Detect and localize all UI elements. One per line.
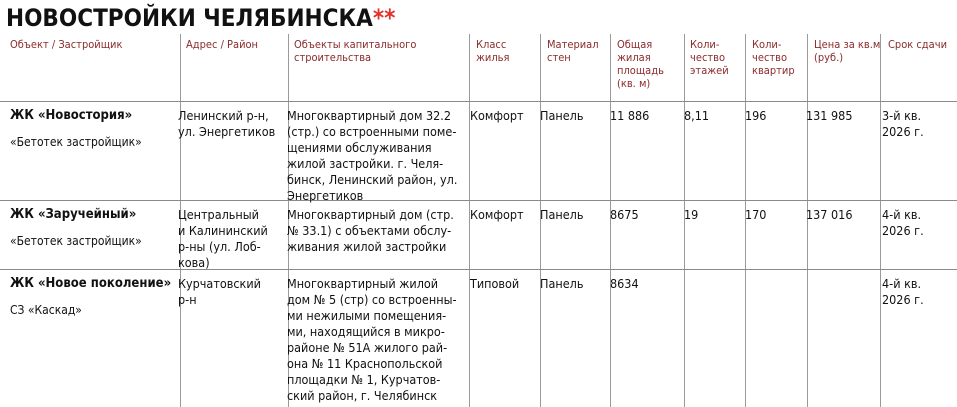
col-header-object: Объект / Застройщик — [10, 38, 123, 51]
cell-floors — [684, 270, 745, 276]
col-header-area: Общая жилая площадь (кв. м) — [617, 38, 664, 90]
cell-construction-object: Многоквартирный дом 32.2 (стр.) со встроенными поме- щениями обслуживания жилой застройки. г. Челя- бинск, Ленинский район, ул. Энергетиков — [287, 108, 458, 203]
cell-floors: 8,11 — [684, 108, 710, 123]
cell-class: Комфорт — [470, 108, 524, 123]
cell-flats: 170 — [745, 207, 767, 222]
cell-price: 137 016 — [806, 207, 853, 222]
cell-object — [10, 201, 180, 249]
cell-floors: 19 — [684, 207, 699, 222]
table-row — [0, 102, 957, 201]
newbuildings-table — [0, 34, 957, 407]
cell-construction-object: Многоквартирный жилой дом № 5 (стр) со встроенны- ми нежилыми помещения- ми, находящийся в микро- районе № 51А жилого рай- она № 11 Краснопольской площадки № 1, Курчатов- ский район, г. Челябинск — [287, 276, 457, 403]
cell-address: Курчатовский р-н — [178, 276, 261, 307]
col-header-class: Класс жилья — [476, 38, 510, 64]
col-header-deadline: Срок сдачи — [888, 38, 947, 51]
title-footnote-stars: ** — [372, 4, 396, 32]
cell-class: Типовой — [470, 276, 520, 291]
cell-construction-object: Многоквартирный дом (стр. № 33.1) с объектами обслу- живания жилой застройки — [287, 207, 454, 254]
table-header-row — [0, 34, 957, 102]
col-header-price: Цена за кв.м (руб.) — [814, 38, 881, 64]
complex-name: ЖК «Заручейный» — [10, 207, 137, 222]
cell-address: Центральный и Калининский р-ны (ул. Лоб- кова) — [178, 207, 268, 270]
col-header-floors: Коли- чество этажей — [690, 38, 729, 77]
page-title-text: НОВОСТРОЙКИ ЧЕЛЯБИНСКА — [6, 4, 373, 32]
col-header-address: Адрес / Район — [186, 38, 259, 51]
cell-price: 131 985 — [806, 108, 853, 123]
developer-name: «Бетотек застройщик» — [10, 234, 142, 248]
col-header-flats: Коли- чество квартир — [752, 38, 795, 77]
developer-name: «Бетотек застройщик» — [10, 135, 142, 149]
cell-area: 11 886 — [610, 108, 650, 123]
cell-address: Ленинский р-н, ул. Энергетиков — [178, 108, 276, 139]
cell-deadline: 4-й кв. 2026 г. — [882, 276, 924, 307]
cell-material: Панель — [540, 207, 584, 222]
complex-name: ЖК «Новое поколение» — [10, 276, 172, 291]
cell-object — [10, 270, 180, 318]
cell-price — [806, 270, 880, 276]
cell-area: 8634 — [610, 276, 639, 291]
cell-material: Панель — [540, 108, 584, 123]
table-row — [0, 201, 957, 270]
cell-material: Панель — [540, 276, 584, 291]
cell-flats — [745, 270, 807, 276]
col-header-material: Материал стен — [547, 38, 599, 64]
table-row — [0, 270, 957, 407]
complex-name: ЖК «Новостория» — [10, 108, 133, 123]
page-title — [6, 4, 395, 32]
cell-flats: 196 — [745, 108, 767, 123]
col-header-objects: Объекты капитального строительства — [294, 38, 417, 64]
cell-deadline: 4-й кв. 2026 г. — [882, 207, 924, 238]
cell-area: 8675 — [610, 207, 639, 222]
cell-deadline: 3-й кв. 2026 г. — [882, 108, 924, 139]
cell-class: Комфорт — [470, 207, 524, 222]
cell-object — [10, 102, 180, 150]
developer-name: СЗ «Каскад» — [10, 303, 82, 317]
